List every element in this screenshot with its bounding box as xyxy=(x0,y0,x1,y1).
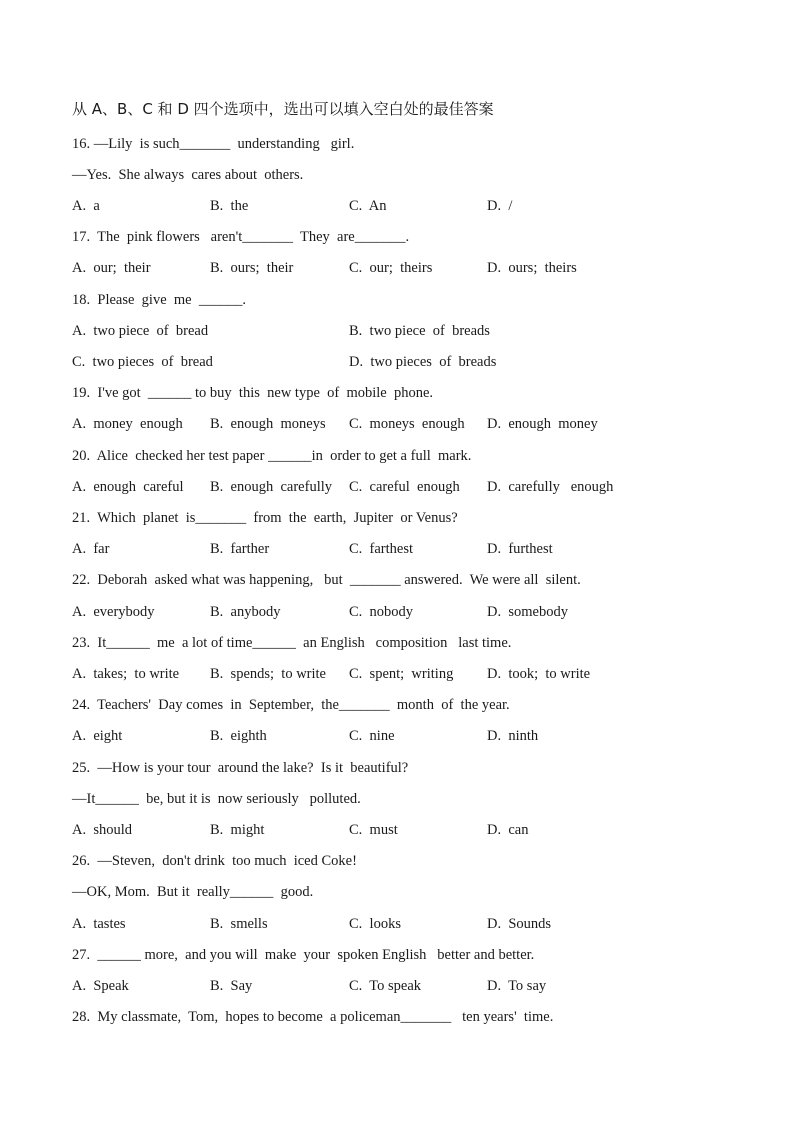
q17-option-c: C. our; theirs xyxy=(349,260,433,276)
section-instruction: 从 A、B、C 和 D 四个选项中，选出可以填入空白处的最佳答案 xyxy=(72,100,494,118)
question-23-stem: 23. It______ me a lot of time______ an English composition last time. xyxy=(72,635,512,651)
q18-option-a: A. two piece of bread xyxy=(72,323,209,339)
q24-option-b: B. eighth xyxy=(210,728,267,744)
question-16-stem: 16. —Lily is such_______ understanding girl. xyxy=(72,136,355,152)
q16-option-d: D. / xyxy=(487,198,513,214)
q19-option-d: D. enough money xyxy=(487,416,598,432)
q24-option-d: D. ninth xyxy=(487,728,539,744)
q24-option-c: C. nine xyxy=(349,728,395,744)
q17-option-b: B. ours; their xyxy=(210,260,294,276)
question-25-reply: —It______ be, but it is now seriously polluted. xyxy=(72,791,361,807)
q20-option-d: D. carefully enough xyxy=(487,479,614,495)
question-18-stem: 18. Please give me ______. xyxy=(72,292,246,308)
question-25-stem: 25. —How is your tour around the lake? Is it beautiful? xyxy=(72,760,409,776)
question-16-reply: —Yes. She always cares about others. xyxy=(72,167,304,183)
q22-option-a: A. everybody xyxy=(72,604,155,620)
q22-option-d: D. somebody xyxy=(487,604,568,620)
q25-option-c: C. must xyxy=(349,822,398,838)
q27-option-b: B. Say xyxy=(210,978,253,994)
q22-option-c: C. nobody xyxy=(349,604,414,620)
q16-option-a: A. a xyxy=(72,198,100,214)
question-20-stem: 20. Alice checked her test paper ______in order to get a full mark. xyxy=(72,448,472,464)
q19-option-b: B. enough moneys xyxy=(210,416,326,432)
q26-option-c: C. looks xyxy=(349,916,401,932)
q27-option-a: A. Speak xyxy=(72,978,129,994)
q21-option-d: D. furthest xyxy=(487,541,553,557)
q25-option-d: D. can xyxy=(487,822,529,838)
q18-option-c: C. two pieces of bread xyxy=(72,354,213,370)
q16-option-b: B. the xyxy=(210,198,249,214)
q21-option-c: C. farthest xyxy=(349,541,414,557)
q17-option-a: A. our; their xyxy=(72,260,151,276)
q17-option-d: D. ours; theirs xyxy=(487,260,577,276)
question-26-stem: 26. —Steven, don't drink too much iced Coke! xyxy=(72,853,357,869)
q20-option-b: B. enough carefully xyxy=(210,479,333,495)
q22-option-b: B. anybody xyxy=(210,604,281,620)
q23-option-b: B. spends; to write xyxy=(210,666,326,682)
q16-option-c: C. An xyxy=(349,198,387,214)
question-24-stem: 24. Teachers' Day comes in September, the_______ month of the year. xyxy=(72,697,510,713)
question-26-reply: —OK, Mom. But it really______ good. xyxy=(72,884,314,900)
q23-option-d: D. took; to write xyxy=(487,666,591,682)
q21-option-b: B. farther xyxy=(210,541,270,557)
question-22-stem: 22. Deborah asked what was happening, but _______ answered. We were all silent. xyxy=(72,572,581,588)
q27-option-c: C. To speak xyxy=(349,978,422,994)
q23-option-a: A. takes; to write xyxy=(72,666,180,682)
q25-option-b: B. might xyxy=(210,822,265,838)
question-28-stem: 28. My classmate, Tom, hopes to become a policeman_______ ten years' time. xyxy=(72,1009,554,1025)
q18-option-d: D. two pieces of breads xyxy=(349,354,497,370)
question-21-stem: 21. Which planet is_______ from the earth, Jupiter or Venus? xyxy=(72,510,458,526)
q26-option-b: B. smells xyxy=(210,916,268,932)
question-19-stem: 19. I've got ______ to buy this new type of mobile phone. xyxy=(72,385,434,401)
question-27-stem: 27. ______ more, and you will make your spoken English better and better. xyxy=(72,947,535,963)
q20-option-a: A. enough careful xyxy=(72,479,184,495)
q25-option-a: A. should xyxy=(72,822,133,838)
q26-option-d: D. Sounds xyxy=(487,916,552,932)
q21-option-a: A. far xyxy=(72,541,110,557)
q18-option-b: B. two piece of breads xyxy=(349,323,490,339)
q20-option-c: C. careful enough xyxy=(349,479,460,495)
q19-option-c: C. moneys enough xyxy=(349,416,465,432)
q27-option-d: D. To say xyxy=(487,978,547,994)
question-17-stem: 17. The pink flowers aren't_______ They are_______. xyxy=(72,229,410,245)
q19-option-a: A. money enough xyxy=(72,416,183,432)
q23-option-c: C. spent; writing xyxy=(349,666,454,682)
q26-option-a: A. tastes xyxy=(72,916,126,932)
q24-option-a: A. eight xyxy=(72,728,123,744)
